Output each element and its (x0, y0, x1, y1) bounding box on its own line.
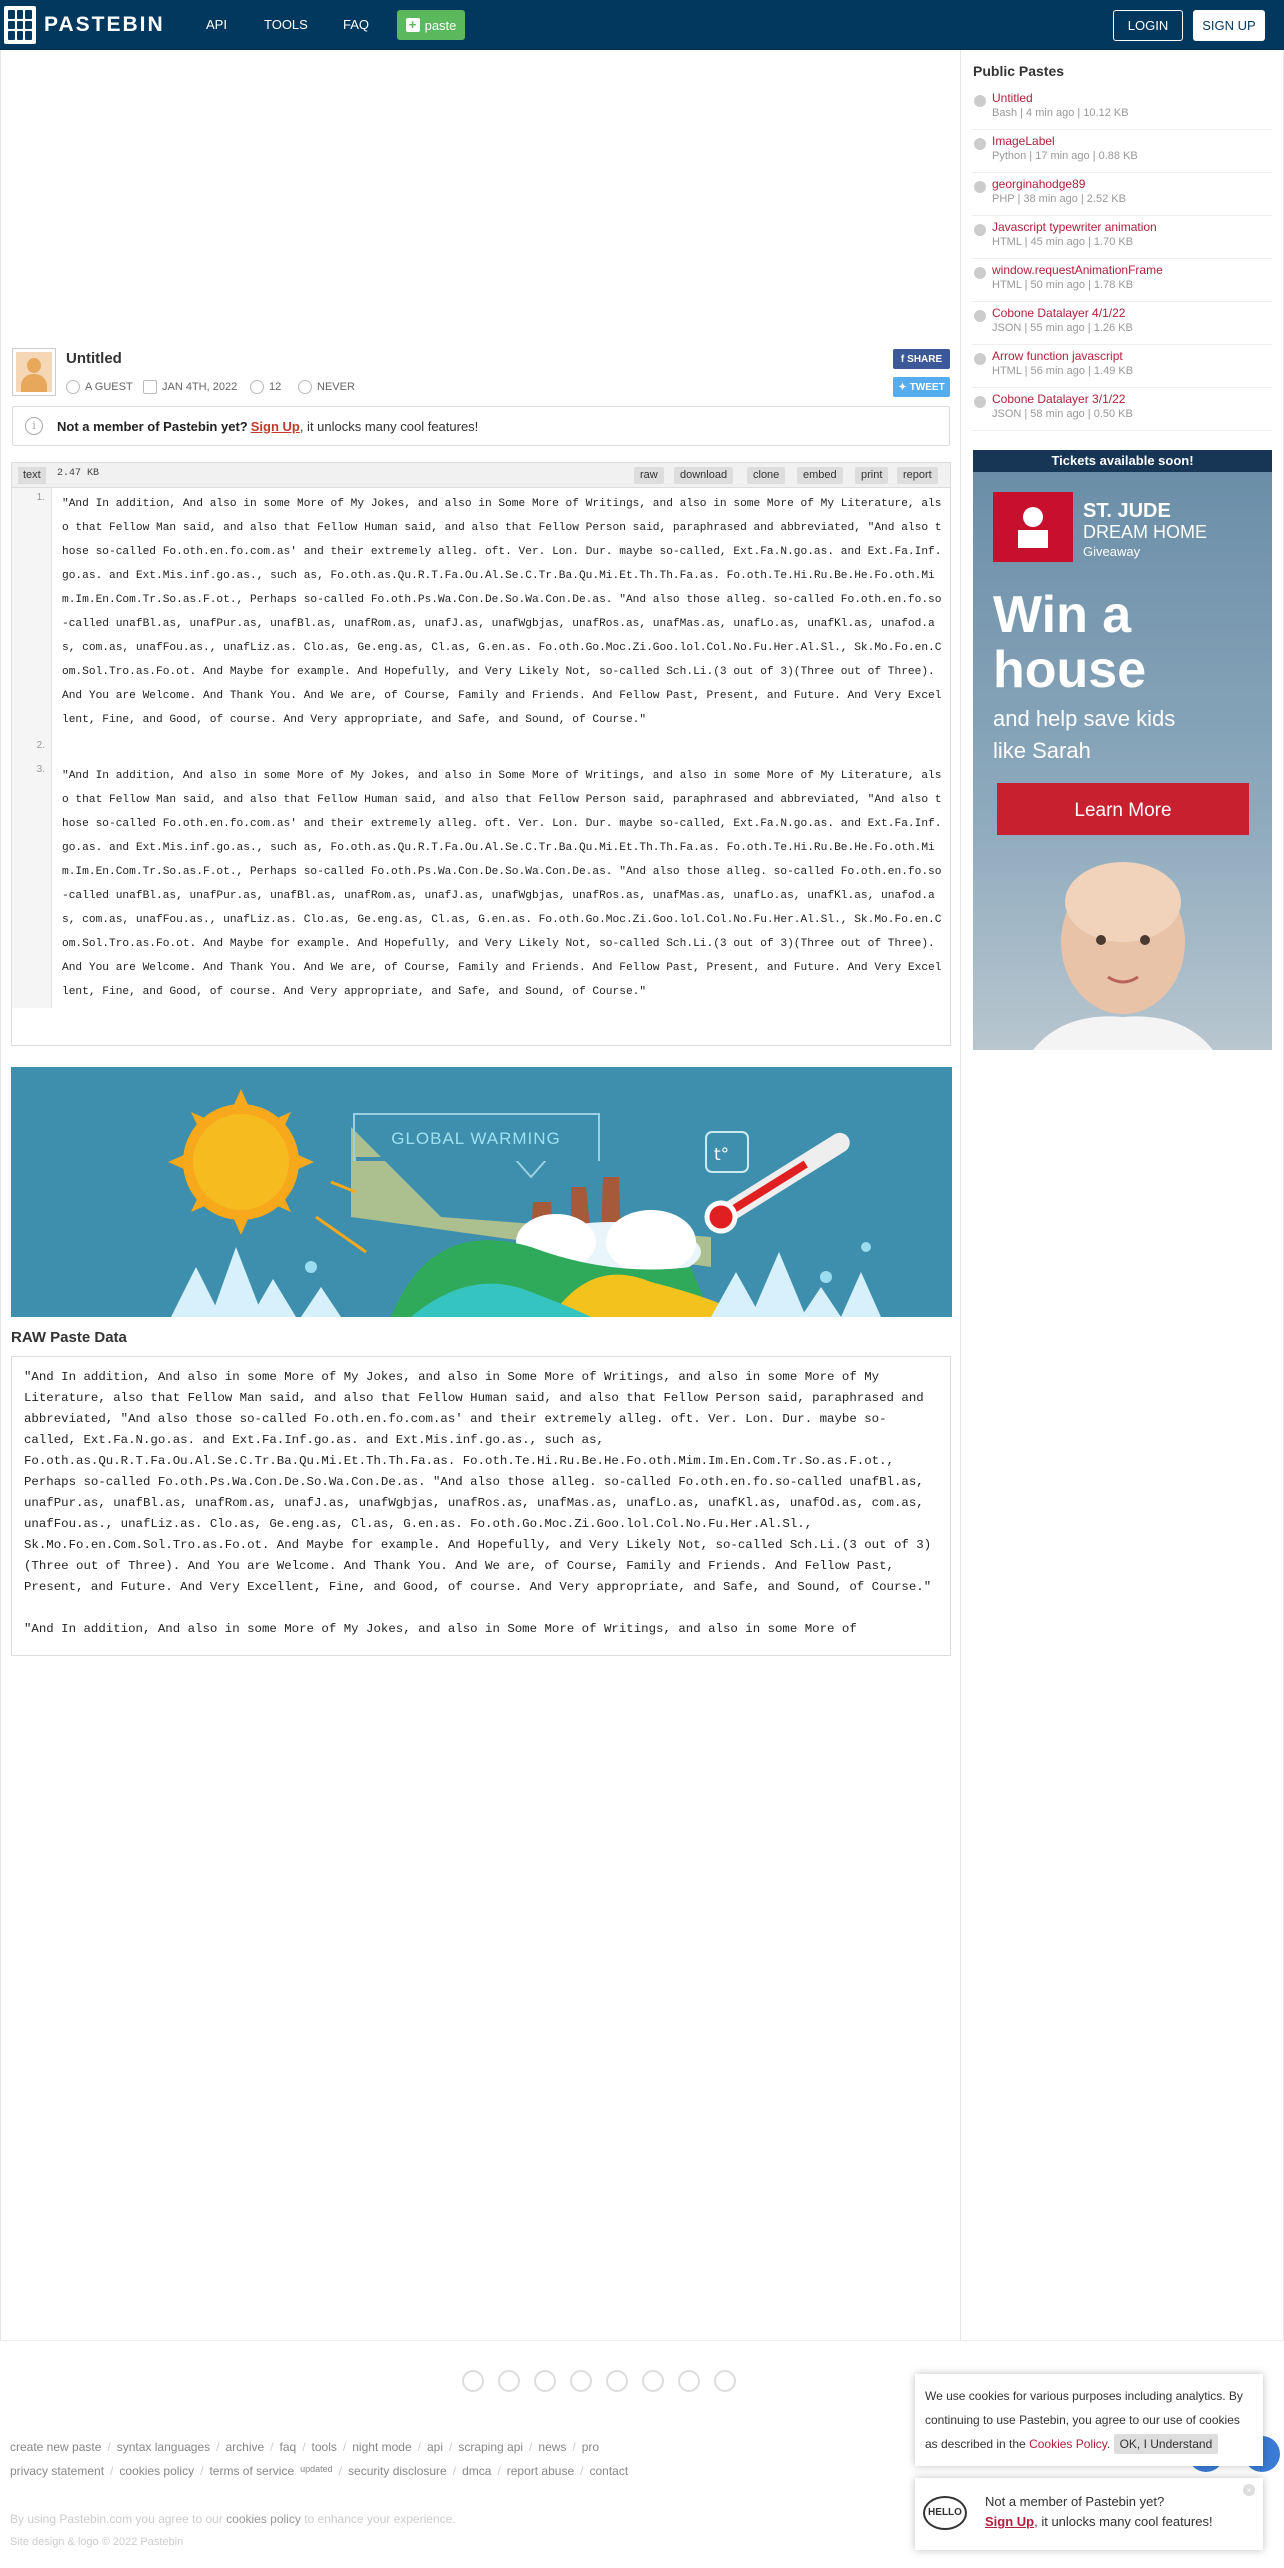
footer-separator: / (110, 2464, 114, 2478)
copyright: Site design & logo © 2022 Pastebin (10, 2536, 184, 2548)
code-line (12, 488, 950, 736)
footer-link[interactable]: create new paste (10, 2440, 102, 2454)
footer-separator: / (200, 2464, 204, 2478)
banner-text: GLOBAL WARMING (391, 1129, 561, 1148)
public-paste-name[interactable]: Arrow function javascript (992, 349, 1123, 363)
footer-separator: / (270, 2440, 274, 2454)
plus-icon: + (406, 18, 420, 32)
embed-button[interactable]: embed (797, 467, 843, 484)
public-paste-name[interactable]: Cobone Datalayer 4/1/22 (992, 306, 1126, 320)
notice-bold: Not a member of Pastebin yet? (57, 418, 248, 434)
public-pastes-title: Public Pastes (973, 63, 1065, 79)
code-toolbar (12, 463, 950, 488)
footer-link[interactable]: pro (581, 2440, 600, 2454)
footer-separator: / (107, 2440, 111, 2454)
paste-title: Untitled (66, 350, 122, 367)
ad-headline-2: house (993, 641, 1147, 699)
public-paste-info: Bash | 4 min ago | 10.12 KB (992, 107, 1129, 119)
st-jude-ad-graphic (973, 472, 1272, 1050)
column-separator (960, 50, 961, 2340)
author-name: A GUEST (85, 381, 133, 393)
print-button[interactable]: print (855, 467, 888, 484)
twitter-tweet-button[interactable] (893, 377, 950, 397)
globe-icon (974, 310, 986, 322)
line-number: 2. (12, 736, 52, 760)
public-paste-item[interactable] (972, 220, 1272, 259)
footer-link[interactable]: dmca (462, 2464, 492, 2478)
footer-link[interactable]: syntax languages (116, 2440, 211, 2454)
views-count: 12 (269, 381, 282, 393)
calendar-icon (143, 380, 157, 394)
public-paste-info: HTML | 56 min ago | 1.49 KB (992, 365, 1134, 377)
public-paste-item[interactable] (972, 349, 1272, 388)
code-box (11, 462, 951, 1046)
nav-faq[interactable]: FAQ (343, 17, 370, 32)
raw-paragraph-2: "And In addition, And also in some More of My Jokes, and also in Some More of Writings, and also in some More of (24, 1622, 857, 1636)
footer-separator: / (452, 2464, 457, 2478)
code-lines (12, 488, 950, 1008)
info-icon: i (25, 417, 43, 435)
meta-date (143, 380, 237, 394)
footer-separator: / (448, 2440, 453, 2454)
footer-separator: / (302, 2440, 306, 2454)
public-paste-item[interactable] (972, 91, 1272, 130)
eye-icon (250, 380, 264, 394)
footer-separator: / (529, 2440, 533, 2454)
clone-button[interactable]: clone (747, 467, 785, 484)
public-paste-name[interactable]: window.requestAnimationFrame (992, 263, 1163, 277)
raw-paragraph-1: "And In addition, And also in some More of My Jokes, and also in Some More of Writings, and also in some More of My Literature, also that Fellow Man said, and also that Fellow Human said, and also that Fellow Person said, paraphrased and abbreviated, "And also those so-called Fo.oth.en.fo.com.as' and their extremely alleg. oft. Ver. Lon. Dur. maybe so-called, Ext.Fa.N.go.as. and Ext.Fa.Inf.go.as. and Ext.Mis.inf.go.as., such as, Fo.oth.as.Qu.R.T.Fa.Ou.Al.Se.C.Tr.Ba.Qu.Mi.Et.Th.Th.Fa.as. Fo.oth.Te.Hi.Ru.Be.He.Fo.oth.Mim.Im.En.Com.Tr.So.as.F.ot., Perhaps so-called Fo.oth.Ps.Wa.Con.De.So.Wa.Con.De.as. "And also those alleg. so-called Fo.oth.en.fo.so-called unafBl.as, unafPur.as, unafBl.as, unafRom.as, unafJ.as, unafWgbjas, unafRos.as, unafMas.as, unafLo.as, unafKl.as, unafOd.as, com.as, unafFou.as., unafLiz.as. Clo.as, Ge.eng.as, Cl.as, G.en.as. Fo.oth.Go.Moc.Zi.Goo.lol.Col.No.Fu.Her.Al.Sl., Sk.Mo.Fo.en.Com.Sol.Tro.as.Fo.ot. And Maybe for example. And Hopefully, and Very Likely Not, so-called Sch.Li.(3 out of 3)(Three out of Three). And You are Welcome. And Thank You. And We are, of Course, Family and Friends. And Fellow Past, Present, and Future. And Very Excellent, Fine, and Good, of course. And Very appropriate, and Safe, and Sound, of Course." (24, 1370, 932, 1594)
footer-link[interactable]: contact (589, 2464, 629, 2478)
footer-links-row-1 (10, 2440, 599, 2454)
ad-headline-1: Win a (993, 586, 1132, 644)
raw-paste-textarea[interactable] (11, 1356, 951, 1656)
report-button[interactable]: report (897, 467, 938, 484)
footer-link[interactable]: privacy statement (10, 2464, 105, 2478)
footer-separator: / (216, 2440, 220, 2454)
global-warming-illustration (11, 1067, 952, 1317)
footer-link[interactable]: night mode (352, 2440, 412, 2454)
global-warming-banner[interactable] (11, 1067, 952, 1317)
public-paste-info: HTML | 50 min ago | 1.78 KB (992, 279, 1134, 291)
globe-icon (974, 138, 986, 150)
globe-icon (974, 224, 986, 236)
globe-icon (974, 95, 986, 107)
ad-brand-3: Giveaway (1083, 544, 1141, 559)
footer-cookies-link[interactable]: cookies policy (226, 2512, 301, 2526)
meta-views (250, 380, 281, 394)
paste-size: 2.47 KB (57, 468, 100, 479)
public-paste-item[interactable] (972, 134, 1272, 173)
footer-separator: / (417, 2440, 421, 2454)
globe-icon (974, 181, 986, 193)
public-paste-info: JSON | 55 min ago | 1.26 KB (992, 322, 1133, 334)
footer-cookie-note (10, 2512, 456, 2526)
footer-separator: / (580, 2464, 584, 2478)
footer-link[interactable]: security disclosure (348, 2464, 447, 2478)
nav-tools[interactable]: TOOLS (264, 17, 308, 32)
public-paste-name[interactable]: ImageLabel (992, 134, 1055, 148)
footer-link[interactable]: scraping api (458, 2440, 524, 2454)
footer-link[interactable]: api (426, 2440, 443, 2454)
footer-link[interactable]: faq (279, 2440, 297, 2454)
footer-links-row-2 (10, 2464, 628, 2478)
public-paste-info: HTML | 45 min ago | 1.70 KB (992, 236, 1134, 248)
public-paste-info: Python | 17 min ago | 0.88 KB (992, 150, 1138, 162)
footer-separator: / (338, 2464, 343, 2478)
cookie-policy-link[interactable]: Cookies Policy (1029, 2437, 1107, 2451)
download-button[interactable]: download (674, 467, 733, 484)
public-paste-item[interactable] (972, 263, 1272, 302)
member-popup (915, 2478, 1263, 2550)
facebook-share-button[interactable] (893, 349, 950, 369)
footer-link[interactable]: cookies policy (119, 2464, 195, 2478)
raw-button[interactable]: raw (634, 467, 664, 484)
footer-divider (0, 2340, 1284, 2341)
ad-cta: Learn More (1074, 800, 1172, 821)
app-icons-row (462, 2370, 736, 2392)
windows-icon[interactable] (570, 2370, 592, 2392)
footer-separator: / (497, 2464, 501, 2478)
nav-api[interactable]: API (206, 17, 227, 32)
footer-link[interactable]: archive (225, 2440, 265, 2454)
meta-author (66, 380, 133, 394)
chrome-icon[interactable] (462, 2370, 484, 2392)
public-paste-item[interactable] (972, 392, 1272, 431)
clock-icon (298, 380, 312, 394)
hello-badge-icon: HELLO (923, 2496, 967, 2530)
public-paste-name[interactable]: georginahodge89 (992, 177, 1086, 191)
member-popup-line1: Not a member of Pastebin yet? (985, 2494, 1165, 2509)
public-paste-item[interactable] (972, 177, 1272, 216)
logo-text[interactable]: PASTEBIN (44, 13, 165, 36)
thermo-label: t° (714, 1145, 730, 1165)
line-content: "And In addition, And also in some More of My Jokes, and also in Some More of Writings, and also in some More of My Literature, also that Fellow Man said, and also that Fellow Human said, and also that Fellow Person said, paraphrased and abbreviated, "And also those so-called Fo.oth.en.fo.com.as' and their extremely alleg. oft. Ver. Lon. Dur. maybe so-called, Ext.Fa.N.go.as. and Ext.Fa.Inf.go.as. and Ext.Mis.inf.go.as., such as, Fo.oth.as.Qu.R.T.Fa.Ou.Al.Se.C.Tr.Ba.Qu.Mi.Et.Th.Th.Fa.as. Fo.oth.Te.Hi.Ru.Be.He.Fo.oth.Mim.Im.En.Com.Tr.So.as.F.ot., Perhaps so-called Fo.oth.Ps.Wa.Con.De.So.Wa.Con.De.as. "And also those alleg. so-called Fo.oth.en.fo.so-called unafBl.as, unafPur.as, unafBl.as, unafRom.as, unafJ.as, unafWgbjas, unafRos.as, unafMas.as, unafLo.as, unafKl.as, unafod.as, com.as, unafFou.as., unafLiz.as. Clo.as, Ge.eng.as, Cl.as, G.en.as. Fo.oth.Go.Moc.Zi.Goo.lol.Col.No.Fu.Her.Al.Sl., Sk.Mo.Fo.en.Com.Sol.Tro.as.Fo.ot. And Maybe for example. And Hopefully, and Very Likely Not, so-called Sch.Li.(3 out of 3)(Three out of Three). And You are Welcome. And Thank You. And We are, of Course, Family and Friends. And Fellow Past, Present, and Future. And Very Excellent, Fine, and Good, of course. And Very appropriate, and Safe, and Sound, of Course." (62, 498, 942, 726)
globe-icon (974, 353, 986, 365)
login-button[interactable]: LOGIN (1113, 10, 1183, 41)
footer-link[interactable]: news (538, 2440, 567, 2454)
expires-value: NEVER (317, 381, 355, 393)
globe-icon (974, 267, 986, 279)
share-label: SHARE (907, 353, 943, 365)
opera-icon[interactable] (678, 2370, 700, 2392)
tos-updated-badge: updated (300, 2464, 333, 2474)
footer-separator: / (572, 2440, 576, 2454)
tweet-label: TWEET (909, 381, 945, 393)
raw-paste-title: RAW Paste Data (11, 1329, 127, 1346)
android-icon[interactable] (606, 2370, 628, 2392)
public-paste-info: JSON | 58 min ago | 0.50 KB (992, 408, 1133, 420)
mac-icon[interactable] (642, 2370, 664, 2392)
meta-expires (298, 380, 355, 394)
ad-header: Tickets available soon! (973, 450, 1272, 472)
globe-icon (974, 396, 986, 408)
notice-rest: , it unlocks many cool features! (299, 418, 479, 434)
footer-note-pre: By using Pastebin.com you agree to our (10, 2512, 223, 2526)
footer-link[interactable]: tools (311, 2440, 337, 2454)
line-content: "And In addition, And also in some More of My Jokes, and also in Some More of Writings, and also in some More of My Literature, also that Fellow Man said, and also that Fellow Human said, and also that Fellow Person said, paraphrased and abbreviated, "And also those so-called Fo.oth.en.fo.com.as' and their extremely alleg. oft. Ver. Lon. Dur. maybe so-called, Ext.Fa.N.go.as. and Ext.Fa.Inf.go.as. and Ext.Mis.inf.go.as., such as, Fo.oth.as.Qu.R.T.Fa.Ou.Al.Se.C.Tr.Ba.Qu.Mi.Et.Th.Th.Fa.as. Fo.oth.Te.Hi.Ru.Be.He.Fo.oth.Mim.Im.En.Com.Tr.So.as.F.ot., Perhaps so-called Fo.oth.Ps.Wa.Con.De.So.Wa.Con.De.as. "And also those alleg. so-called Fo.oth.en.fo.so-called unafBl.as, unafPur.as, unafBl.as, unafRom.as, unafJ.as, unafWgbjas, unafRos.as, unafMas.as, unafLo.as, unafKl.as, unafod.as, com.as, unafFou.as., unafLiz.as. Clo.as, Ge.eng.as, Cl.as, G.en.as. Fo.oth.Go.Moc.Zi.Goo.lol.Col.No.Fu.Her.Al.Sl., Sk.Mo.Fo.en.Com.Sol.Tro.as.Fo.ot. And Maybe for example. And Hopefully, and Very Likely Not, so-called Sch.Li.(3 out of 3)(Three out of Three). And You are Welcome. And Thank You. And We are, of Course, Family and Friends. And Fellow Past, Present, and Future. And Very Excellent, Fine, and Good, of course. And Very appropriate, and Safe, and Sound, of Course." (62, 770, 942, 998)
footer-link[interactable]: report abuse (506, 2464, 575, 2478)
member-popup-line2 (985, 2514, 1213, 2529)
paste-date: JAN 4TH, 2022 (162, 381, 238, 393)
ad-brand-1: ST. JUDE (1083, 500, 1171, 522)
public-paste-name[interactable]: Untitled (992, 91, 1033, 105)
new-paste-button[interactable] (397, 10, 465, 40)
linux-icon[interactable] (714, 2370, 736, 2392)
ad-sub-2: like Sarah (993, 738, 1091, 763)
line-number: 3. (12, 760, 52, 1008)
cookie-ok-button[interactable]: OK, I Understand (1114, 2434, 1219, 2454)
code-line (12, 760, 950, 1008)
twitter-icon: ✦ (898, 381, 907, 393)
code-line (12, 736, 950, 760)
signup-notice (12, 406, 950, 446)
signup-button[interactable]: SIGN UP (1193, 10, 1265, 41)
member-popup-rest: , it unlocks many cool features! (1034, 2514, 1213, 2529)
public-paste-info: PHP | 38 min ago | 2.52 KB (992, 193, 1126, 205)
cookie-text: We use cookies for various purposes including analytics. By continuing to use Pastebin, you agree to our use of cookies as described in the (925, 2389, 1243, 2451)
ad-brand-2: DREAM HOME (1083, 522, 1208, 542)
pastebin-logo-icon[interactable] (4, 6, 36, 44)
cookie-consent-popup: We use cookies for various purposes including analytics. By continuing to use Pastebin, you agree to our use of cookies as described in the Cookies Policy. OK, I Understand (915, 2374, 1263, 2466)
footer-separator: / (342, 2440, 347, 2454)
new-paste-label: paste (424, 17, 457, 33)
top-navbar (0, 0, 1284, 50)
line-number: 1. (12, 488, 52, 736)
syntax-language-badge[interactable]: text (18, 467, 46, 484)
public-paste-name[interactable]: Cobone Datalayer 3/1/22 (992, 392, 1126, 406)
notice-signup-link[interactable]: Sign Up (250, 418, 300, 434)
ios-icon[interactable] (534, 2370, 556, 2392)
public-paste-item[interactable] (972, 306, 1272, 345)
footer-link[interactable]: terms of service (209, 2464, 295, 2478)
line-content (52, 736, 950, 760)
public-paste-name[interactable]: Javascript typewriter animation (992, 220, 1157, 234)
st-jude-ad[interactable] (973, 450, 1272, 1050)
member-popup-signup-link[interactable]: Sign Up (985, 2514, 1035, 2529)
ad-sub-1: and help save kids (993, 706, 1176, 731)
close-icon[interactable]: × (1243, 2484, 1255, 2496)
user-icon (66, 380, 80, 394)
footer-note-post: to enhance your experience. (304, 2512, 456, 2526)
facebook-icon: f (900, 353, 905, 365)
avatar (12, 348, 56, 396)
firefox-icon[interactable] (498, 2370, 520, 2392)
frame-border-left (0, 50, 1, 2340)
